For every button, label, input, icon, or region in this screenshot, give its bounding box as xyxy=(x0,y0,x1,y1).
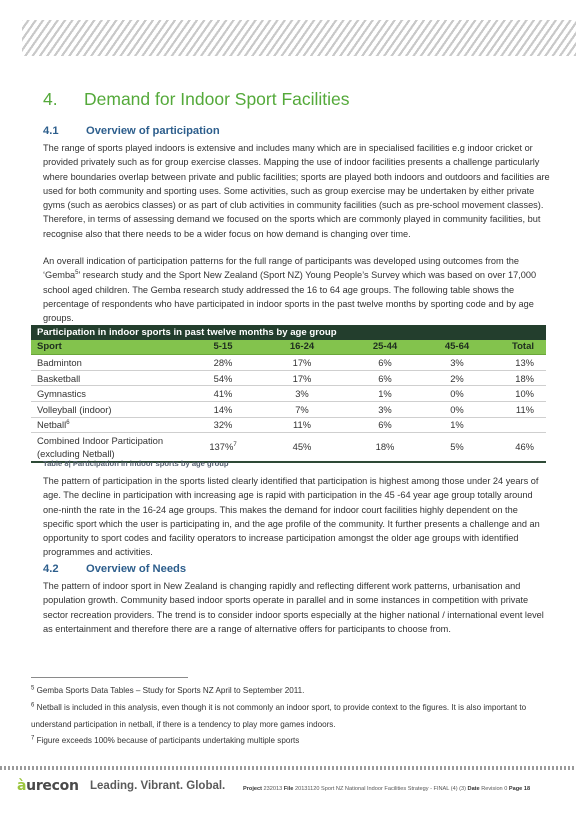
participation-table xyxy=(31,325,546,463)
section-number: 4. xyxy=(43,89,58,109)
paragraph-range-of-sports: The range of sports played indoors is extensive and includes many which are in specialised facilities e.g indoor cricket or provided privately such as for group exercise classes. Mapping the use of indoor facilities presents a challenge particularly where boundaries overlap between private and public facilities; sports are played both indoors and outdoors and facilities are used for both community and sporting uses. Some activities, such as group exercise may be undertaken by either private gyms (such as aerobics classes) or as part of club activities in community facilities (such as pre-school movement classes). Therefore, in terms of assessing demand we focused on the sports which are commonly played in community facilities, but recognise also that there needs to be a wider focus on how demand is changing over time. xyxy=(43,143,550,239)
footnote-mark: 5 xyxy=(31,685,35,692)
cell-value xyxy=(188,433,258,462)
project-value: 232013 xyxy=(263,786,283,792)
footnote-ref: 7 xyxy=(233,442,237,449)
footnote-text: Figure exceeds 100% because of participants undertaking multiple sports xyxy=(34,736,300,745)
cell-total xyxy=(490,417,546,433)
cell-value: 2% xyxy=(424,370,490,386)
table-row xyxy=(31,370,546,386)
header-hatch-band xyxy=(22,20,576,56)
cell-value: 1% xyxy=(346,386,424,402)
table-caption: Table 8| Participation in indoor sports by age group xyxy=(43,459,229,468)
column-header: Sport xyxy=(31,340,188,355)
column-header: Total xyxy=(490,340,546,355)
cell-value: 45% xyxy=(258,433,346,462)
sport-label: Netball xyxy=(37,419,67,431)
table-title: Participation in indoor sports in past twelve months by age group xyxy=(31,325,546,340)
subsection-heading-4-1 xyxy=(43,125,220,137)
cell-value: 32% xyxy=(188,417,258,433)
cell-value: 6% xyxy=(346,370,424,386)
cell-sport: Basketball xyxy=(31,370,188,386)
footer-divider xyxy=(0,766,576,770)
footnote-5 xyxy=(31,683,551,700)
paragraph-text: An overall indication of participation patterns for the full range of participants was developed using outcomes from the ‘Gemba xyxy=(43,256,519,281)
cell-value: 28% xyxy=(188,355,258,371)
cell-sport xyxy=(31,417,188,433)
cell-value: 6% xyxy=(346,355,424,371)
footnote-7 xyxy=(31,733,551,750)
cell-value: 0% xyxy=(424,401,490,417)
cell-sport: Volleyball (indoor) xyxy=(31,401,188,417)
footnote-ref: 5 xyxy=(75,270,79,277)
cell-value: 3% xyxy=(346,401,424,417)
project-label: Project xyxy=(243,786,262,792)
table-row xyxy=(31,386,546,402)
cell-value: 6% xyxy=(346,417,424,433)
date-label: Date xyxy=(467,786,480,792)
section-heading xyxy=(43,89,350,110)
footer-tagline: Leading. Vibrant. Global. xyxy=(90,780,226,792)
section-title: Demand for Indoor Sport Facilities xyxy=(84,89,350,109)
subsection-number: 4.1 xyxy=(43,125,59,137)
cell-sport: Badminton xyxy=(31,355,188,371)
cell-value: 14% xyxy=(188,401,258,417)
cell-value: 3% xyxy=(258,386,346,402)
column-header: 45-64 xyxy=(424,340,490,355)
aurecon-logo xyxy=(17,778,79,794)
table-row xyxy=(31,355,546,371)
cell-value: 5% xyxy=(424,433,490,462)
page-number: 18 xyxy=(523,786,531,792)
date-value: Revision 0 xyxy=(481,786,508,792)
table-header-row xyxy=(31,340,546,355)
table-row xyxy=(31,417,546,433)
paragraph-overview-of-needs: The pattern of indoor sport in New Zealand is changing rapidly and reflecting different work patterns, urbanisation and population growth. Community based indoor sports operate in parallel and in some instances in competition with private sector recreation providers. The trend is to consider indoor sports especially at the higher national / international event level as entertainment and therefore there are a range of alternative offers for participants to choose from. xyxy=(43,581,544,634)
cell-value: 18% xyxy=(346,433,424,462)
cell-value: 1% xyxy=(424,417,490,433)
cell-total: 18% xyxy=(490,370,546,386)
cell-value: 3% xyxy=(424,355,490,371)
footer-document-info xyxy=(243,786,530,792)
file-label: File xyxy=(283,786,294,792)
footnote-text: Netball is included in this analysis, even though it is not commonly an indoor sport, to provide context to the figures. It is also important to understand participation in netball, if there is a tendency to play more games indoors. xyxy=(31,703,527,729)
combined-value: 137% xyxy=(209,441,234,453)
subsection-heading-4-2 xyxy=(43,563,186,575)
footnote-divider xyxy=(31,677,188,678)
table-row xyxy=(31,401,546,417)
table-row-combined xyxy=(31,433,546,462)
paragraph-indication-of-participation xyxy=(43,254,550,325)
cell-total: 10% xyxy=(490,386,546,402)
logo-accent: à xyxy=(17,778,27,794)
footnote-mark: 6 xyxy=(31,702,35,709)
combined-label-line1: Combined Indoor Participation xyxy=(37,434,164,446)
cell-value: 7% xyxy=(258,401,346,417)
table-title-row xyxy=(31,325,546,340)
column-header: 16-24 xyxy=(258,340,346,355)
footnote-ref: 6 xyxy=(66,420,70,427)
cell-total: 11% xyxy=(490,401,546,417)
paragraph-text: ’ research study and the Sport New Zealand (Sport NZ) Young People’s Survey which was based on over 17,000 school aged children. The Gemba research study addressed the 16 to 64 age groups. The following table shows the percentage of respondents who have participated in indoor sports in the past twelve months by sporting code and by age groups. xyxy=(43,270,537,324)
subsection-title: Overview of participation xyxy=(86,125,220,137)
subsection-title: Overview of Needs xyxy=(86,563,187,575)
cell-total: 13% xyxy=(490,355,546,371)
cell-value: 11% xyxy=(258,417,346,433)
page-label: Page xyxy=(508,786,523,792)
column-header: 25-44 xyxy=(346,340,424,355)
footnote-6 xyxy=(31,700,551,733)
cell-sport xyxy=(31,433,188,462)
paragraph-pattern-of-participation: The pattern of participation in the sports listed clearly identified that participation is highest among those under 24 years of age. The decline in participation with increasing age is rapid with participation in the 45 -64 year age group totally around one-ninth the rate in the 16-24 age groups. This makes the demand for indoor court facilities highly dependent on the specific sport which the user is participating in, and the age profile of the community. It further presents a challenge and an opportunity to sport codes and facility operators to increase participation amongst the older age groups with identified programmes and activities. xyxy=(43,476,540,558)
cell-value: 54% xyxy=(188,370,258,386)
cell-value: 0% xyxy=(424,386,490,402)
subsection-number: 4.2 xyxy=(43,563,59,575)
cell-value: 41% xyxy=(188,386,258,402)
footnote-mark: 7 xyxy=(31,735,35,742)
footnote-text: Gemba Sports Data Tables – Study for Sports NZ April to September 2011. xyxy=(34,686,305,695)
cell-sport: Gymnastics xyxy=(31,386,188,402)
file-value: 20131120 Sport NZ National Indoor Facilities Strategy - FINAL (4) (3) xyxy=(294,786,466,792)
logo-wordmark: urecon xyxy=(26,778,79,794)
cell-value: 17% xyxy=(258,355,346,371)
cell-value: 17% xyxy=(258,370,346,386)
combined-label-line2: (excluding Netball) xyxy=(37,447,115,459)
cell-total: 46% xyxy=(490,433,546,462)
column-header: 5-15 xyxy=(188,340,258,355)
